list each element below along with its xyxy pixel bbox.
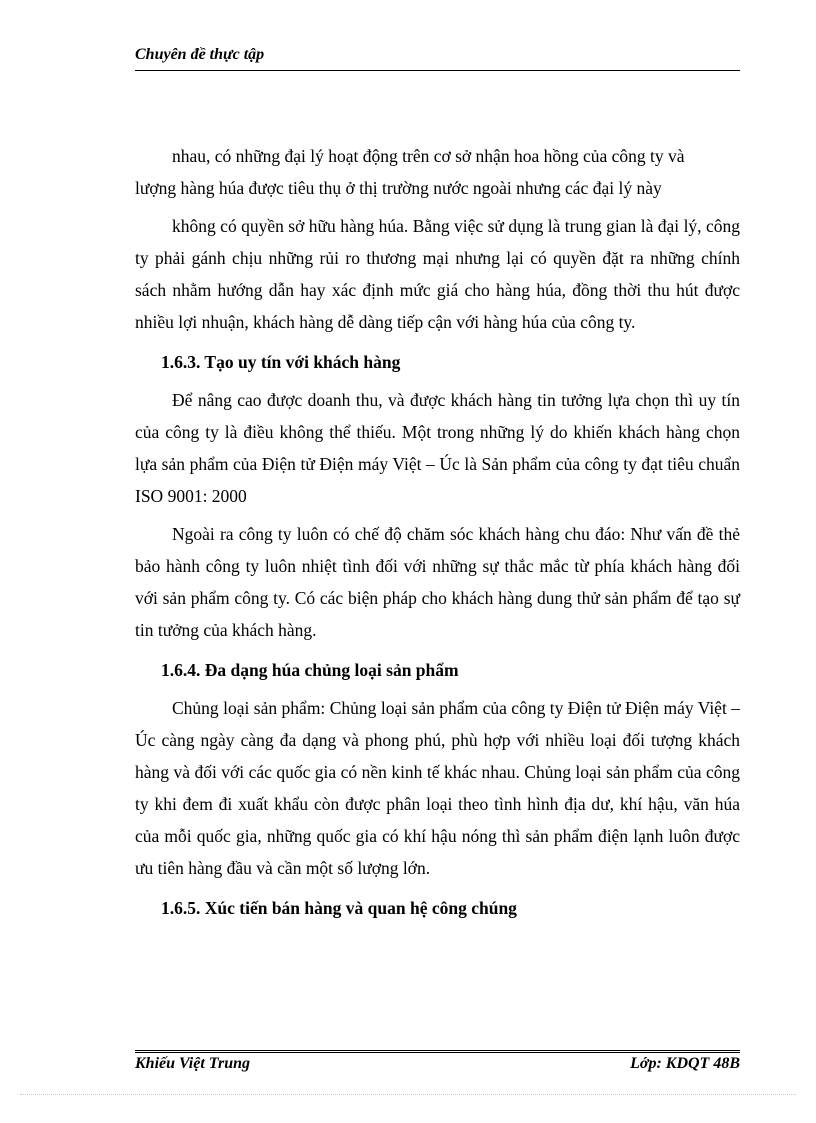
section-heading-1-6-3: 1.6.3. Tạo uy tín với khách hàng xyxy=(161,352,401,372)
header-rule xyxy=(135,70,740,71)
paragraph-3: Để nâng cao được doanh thu, và được khách hàng tin tưởng lựa chọn thì uy tín của công ty là điều không thể thiếu. Một trong những lý do khiến khách hàng chọn lựa sản phẩm của Điện tử Điện máy Việt – Úc là Sản phẩm của công ty đạt tiêu chuẩn ISO 9001: 2000 xyxy=(135,390,740,506)
paragraph-4: Ngoài ra công ty luôn có chế độ chăm sóc khách hàng chu đáo: Như vấn đề thẻ bảo hành công ty luôn nhiệt tình đối với những sự thắc mắc từ phía khách hàng đối với sản phẩm công ty. Có các biện pháp cho khách hàng dung thử sản phẩm để tạo sự tin tưởng của khách hàng. xyxy=(135,524,740,640)
paragraph-1-line-2: lượng hàng húa được tiêu thụ ở thị trường nước ngoài nhưng các đại lý này xyxy=(135,178,662,198)
footer-class-label: Lớp: KDQT 48B xyxy=(630,1055,740,1072)
page-header-title: Chuyên đề thực tập xyxy=(135,46,265,63)
document-body xyxy=(135,140,740,930)
footer-author: Khiếu Việt Trung xyxy=(135,1055,250,1072)
page-bottom-dotted-line xyxy=(20,1094,796,1095)
paragraph-5: Chủng loại sản phẩm: Chủng loại sản phẩm của công ty Điện tử Điện máy Việt – Úc càng ngày càng đa dạng và phong phú, phù hợp với nhiều loại đối tượng khách hàng và đối với các quốc gia có nền kinh tế khác nhau. Chủng loại sản phẩm của công ty khi đem đi xuất khẩu còn được phân loại theo tình hình địa dư, khí hậu, văn húa của mỗi quốc gia, những quốc gia có khí hậu nóng thì sản phẩm điện lạnh luôn được ưu tiên hàng đầu và cần một số lượng lớn. xyxy=(135,698,740,878)
paragraph-2: không có quyền sở hữu hàng húa. Bằng việc sử dụng là trung gian là đại lý, công ty phải gánh chịu những rủi ro thương mại nhưng lại có quyền đặt ra những chính sách nhằm hướng dẫn hay xác định mức giá cho hàng húa, đồng thời thu hút được nhiều lợi nhuận, khách hàng dễ dàng tiếp cận với hàng húa của công ty. xyxy=(135,216,740,332)
section-heading-1-6-4: 1.6.4. Đa dạng húa chủng loại sản phẩm xyxy=(161,660,459,680)
section-heading-1-6-5: 1.6.5. Xúc tiến bán hàng và quan hệ công chúng xyxy=(161,898,517,918)
paragraph-1-line-1: nhau, có những đại lý hoạt động trên cơ sở nhận hoa hồng của công ty và xyxy=(172,146,685,166)
